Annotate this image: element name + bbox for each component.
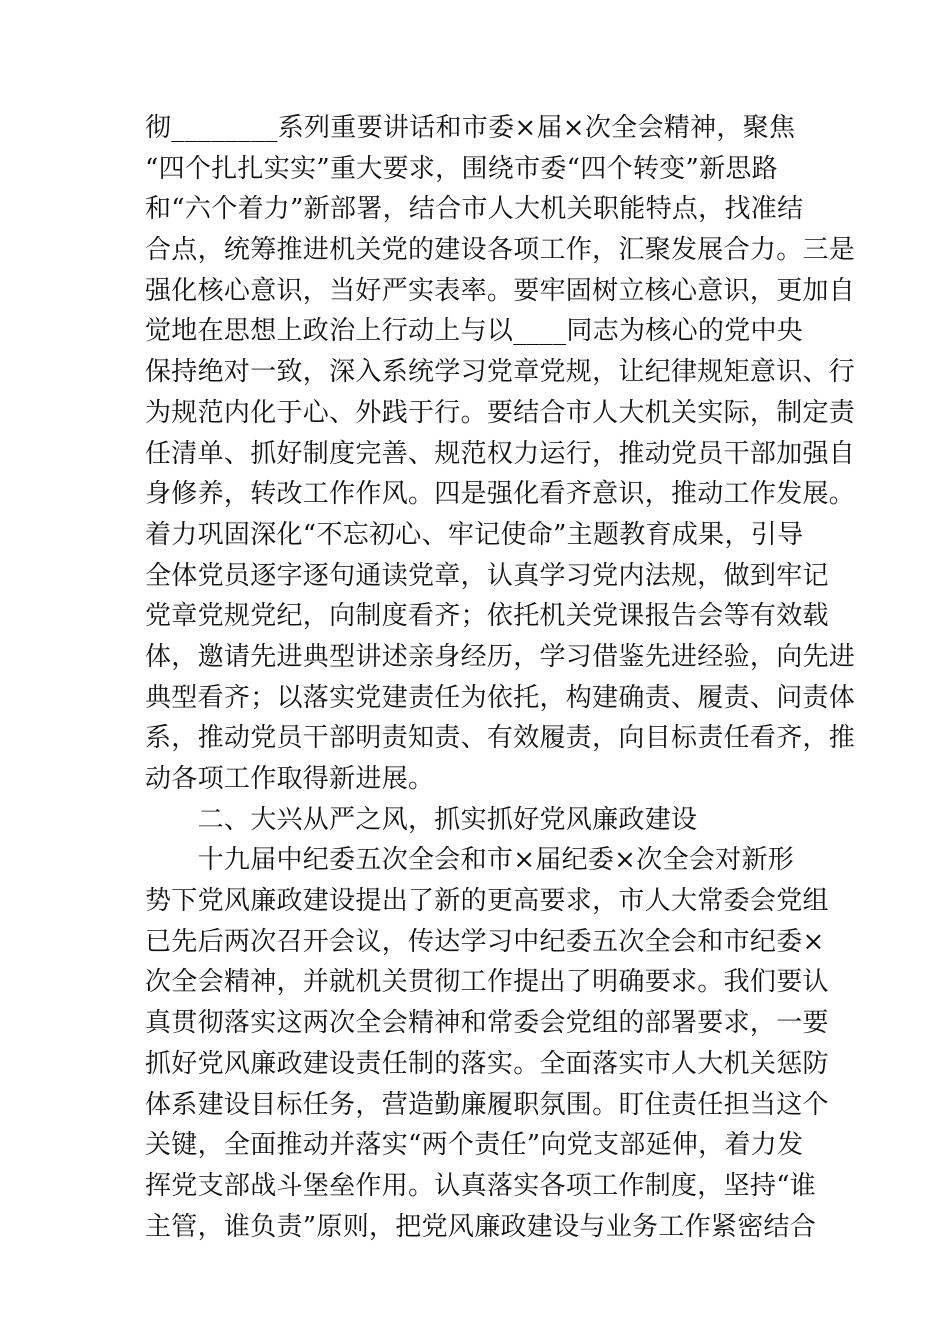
text-line: 已先后两次召开会议，传达学习中纪委五次全会和市纪委× xyxy=(145,926,825,957)
text-line: 任清单、抓好制度完善、规范权力运行，推动党员干部加强自 xyxy=(145,438,856,469)
text-line: 保持绝对一致，深入系统学习党章党规，让纪律规矩意识、行 xyxy=(145,357,856,388)
text-line: 彻________系列重要讲话和市委×届×次全会精神，聚焦 xyxy=(145,113,796,143)
document-body xyxy=(145,108,856,1247)
text-line: 挥党支部战斗堡垒作用。认真落实各项工作制度，坚持“谁 xyxy=(145,1170,817,1201)
text-line: 关键，全面推动并落实“两个责任”向党支部延伸，着力发 xyxy=(145,1130,804,1161)
text-line: 十九届中纪委五次全会和市×届纪委×次全会对新形 xyxy=(145,845,795,876)
text-line: 全体党员逐字逐句通读党章，认真学习党内法规，做到牢记 xyxy=(145,560,829,591)
text-line: 典型看齐；以落实党建责任为依托，构建确责、履责、问责体 xyxy=(145,682,856,713)
text-line: 党章党规党纪，向制度看齐；依托机关党课报告会等有效载 xyxy=(145,601,829,632)
text-line: 着力巩固深化“不忘初心、牢记使命”主题教育成果，引导 xyxy=(145,519,804,550)
text-line: 觉地在思想上政治上行动上与以____同志为核心的党中央 xyxy=(145,316,804,347)
section-heading: 二、大兴从严之风，抓实抓好党风廉政建设 xyxy=(145,804,698,835)
text-line: 动各项工作取得新进展。 xyxy=(145,764,435,794)
text-line: 势下党风廉政建设提出了新的更高要求，市人大常委会党组 xyxy=(145,886,829,917)
text-line: 体，邀请先进典型讲述亲身经历，学习借鉴先进经验，向先进 xyxy=(145,641,856,672)
text-line: 合点，统筹推进机关党的建设各项工作，汇聚发展合力。三是 xyxy=(145,235,856,266)
text-line: 抓好党风廉政建设责任制的落实。全面落实市人大机关惩防 xyxy=(145,1048,829,1079)
text-line: 次全会精神，并就机关贯彻工作提出了明确要求。我们要认 xyxy=(145,967,829,998)
text-line: 系，推动党员干部明责知责、有效履责，向目标责任看齐，推 xyxy=(145,723,856,754)
text-line: “四个扎扎实实”重大要求，围绕市委“四个转变”新思路 xyxy=(145,153,778,184)
text-line: 真贯彻落实这两次全会精神和常委会党组的部署要求，一要 xyxy=(145,1008,829,1039)
text-line: 和“六个着力”新部署，结合市人大机关职能特点，找准结 xyxy=(145,194,804,225)
text-line: 为规范内化于心、外践于行。要结合市人大机关实际，制定责 xyxy=(145,397,856,428)
text-line: 主管，谁负责”原则，把党风廉政建设与业务工作紧密结合 xyxy=(145,1211,817,1242)
text-line: 身修养，转改工作作风。四是强化看齐意识，推动工作发展。 xyxy=(145,479,856,510)
text-line: 体系建设目标任务，营造勤廉履职氛围。盯住责任担当这个 xyxy=(145,1089,829,1120)
text-line: 强化核心意识，当好严实表率。要牢固树立核心意识，更加自 xyxy=(145,275,856,306)
